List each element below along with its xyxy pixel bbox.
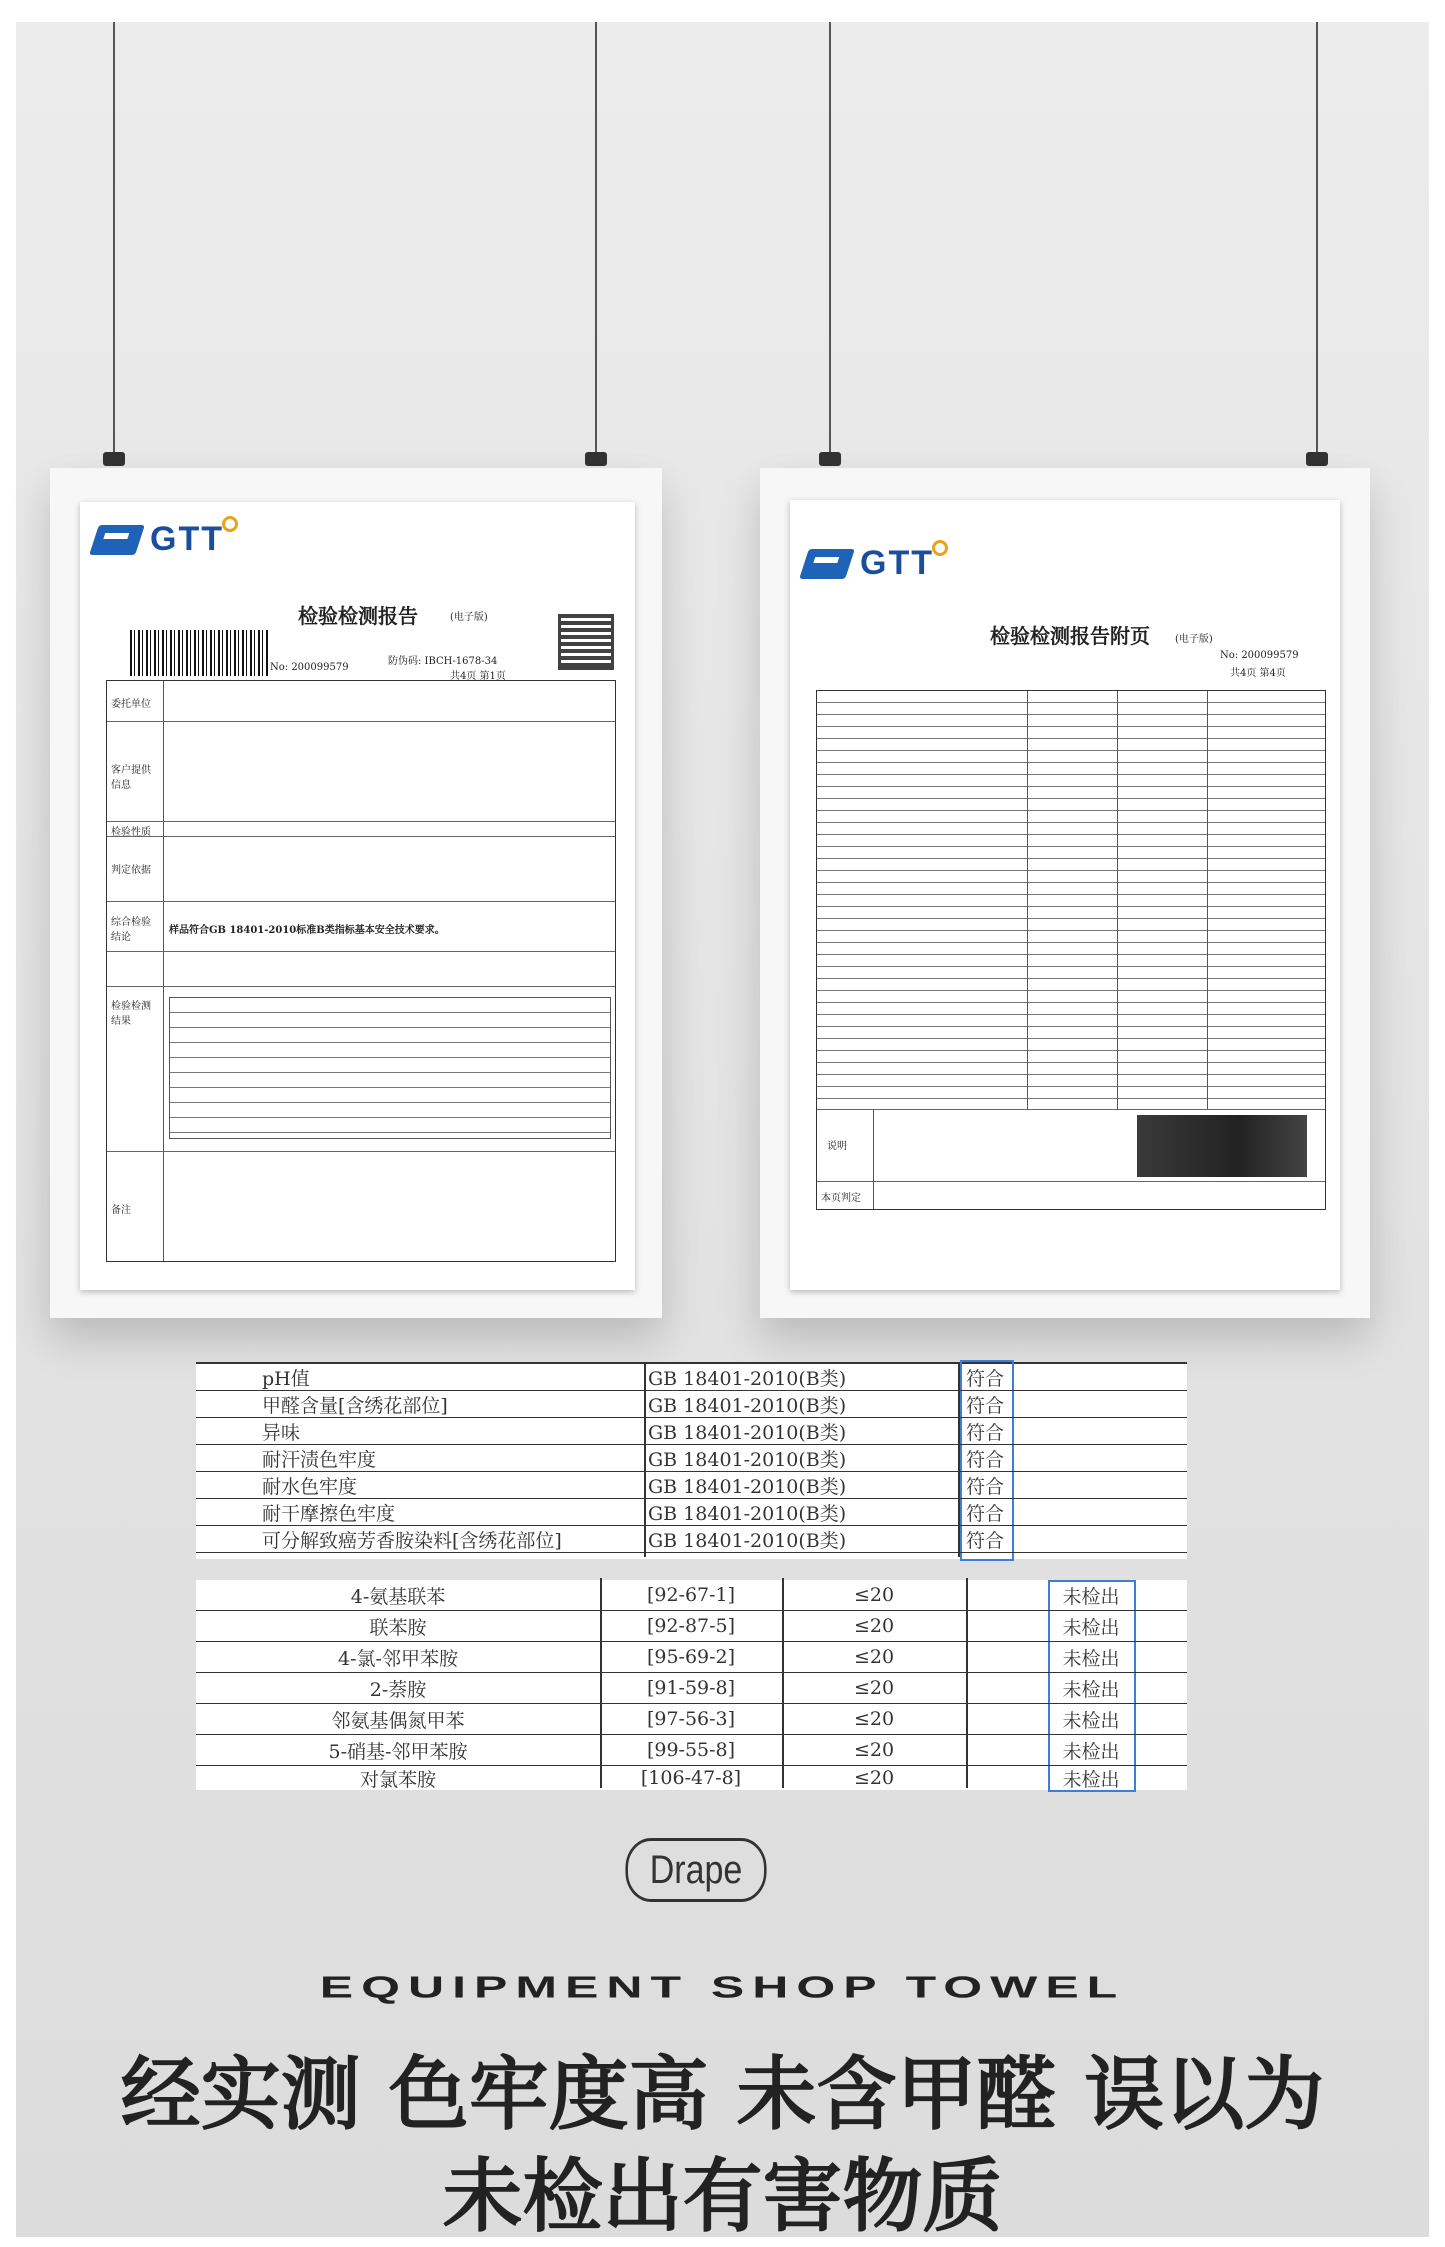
logo-text: GTT xyxy=(860,544,934,582)
gtt-logo-mark-icon xyxy=(799,549,855,579)
hanging-wire xyxy=(113,22,115,460)
table-cell: 联苯胺 xyxy=(369,1616,427,1639)
row-label: 委托单位 xyxy=(111,699,151,710)
table-cell: 异味 xyxy=(262,1421,301,1444)
table-cell: ≤20 xyxy=(853,1615,895,1637)
table-row xyxy=(196,1766,1187,1790)
table-cell: 耐汗渍色牢度 xyxy=(262,1448,377,1471)
report-grid xyxy=(106,680,616,1262)
table-row xyxy=(196,1499,1187,1526)
table-cell: ≤20 xyxy=(853,1584,895,1606)
row-label: 检验检测结果 xyxy=(111,1001,151,1027)
table-cell: GB 18401-2010(B类) xyxy=(648,1475,847,1498)
report-title: 检验检测报告 xyxy=(298,604,418,628)
table-cell: ≤20 xyxy=(853,1739,895,1761)
table-cell: 未检出 xyxy=(1062,1678,1120,1701)
hanging-wire xyxy=(829,22,831,460)
report-grid xyxy=(816,690,1326,1210)
table-cell: GB 18401-2010(B类) xyxy=(648,1529,847,1552)
page-count: 共4页 第4页 xyxy=(1230,668,1286,679)
table-row xyxy=(196,1472,1187,1499)
table-cell: [99-55-8] xyxy=(646,1739,736,1761)
table-cell: 未检出 xyxy=(1062,1768,1120,1791)
table-cell: 符合 xyxy=(966,1421,1005,1444)
report-subtitle: (电子版) xyxy=(1175,634,1213,645)
table-cell: 符合 xyxy=(966,1529,1005,1552)
clip xyxy=(819,452,841,466)
table-cell: 对氯苯胺 xyxy=(359,1768,436,1791)
gtt-logo-mark-icon xyxy=(89,525,145,555)
table-cell: ≤20 xyxy=(853,1708,895,1730)
table-row xyxy=(196,1526,1187,1553)
page-count: 共4页 第1页 xyxy=(450,671,506,682)
gtt-logo xyxy=(94,520,224,559)
table-cell: GB 18401-2010(B类) xyxy=(648,1421,847,1444)
qr-code xyxy=(558,614,614,670)
anti-fake-code: 防伪码: IBCH-1678-34 xyxy=(388,656,498,667)
table-cell: 2-萘胺 xyxy=(369,1678,427,1701)
table-cell: 未检出 xyxy=(1062,1647,1120,1670)
headline-line-1: 经实测 色牢度高 未含甲醛 误以为 xyxy=(120,2048,1325,2141)
hanging-wire xyxy=(595,22,597,460)
row-label: 本页判定 xyxy=(821,1193,861,1204)
report-number: No: 200099579 xyxy=(1220,650,1299,661)
logo-dot-icon xyxy=(222,516,238,532)
table-cell: 未检出 xyxy=(1062,1709,1120,1732)
table-cell: [91-59-8] xyxy=(646,1677,736,1699)
table-cell: [92-67-1] xyxy=(646,1584,736,1606)
zoom-table-standards xyxy=(196,1362,1187,1559)
table-row xyxy=(196,1418,1187,1445)
table-cell: 4-氯-邻甲苯胺 xyxy=(338,1647,458,1670)
table-cell: 未检出 xyxy=(1062,1616,1120,1639)
row-label: 检验性质 xyxy=(111,827,151,838)
table-cell: 符合 xyxy=(966,1367,1005,1390)
table-cell: 甲醛含量[含绣花部位] xyxy=(262,1394,448,1417)
clip xyxy=(1306,452,1328,466)
headline-line-2: 未检出有害物质 xyxy=(442,2150,1003,2243)
table-cell: pH值 xyxy=(262,1367,310,1390)
table-cell: 4-氨基联苯 xyxy=(350,1585,446,1608)
brand-badge: Drape xyxy=(625,1838,766,1902)
table-cell: 耐干摩擦色牢度 xyxy=(262,1502,396,1525)
table-cell: GB 18401-2010(B类) xyxy=(648,1394,847,1417)
table-cell: 耐水色牢度 xyxy=(262,1475,358,1498)
table-cell: 5-硝基-邻甲苯胺 xyxy=(328,1740,468,1763)
table-cell: 未检出 xyxy=(1062,1585,1120,1608)
table-cell: 可分解致癌芳香胺染料[含绣花部位] xyxy=(262,1529,562,1552)
report-number: No: 200099579 xyxy=(270,662,349,673)
row-label: 备注 xyxy=(111,1205,131,1216)
table-cell: GB 18401-2010(B类) xyxy=(648,1448,847,1471)
table-cell: ≤20 xyxy=(853,1767,895,1789)
hanging-wire xyxy=(1316,22,1318,460)
logo-text: GTT xyxy=(150,520,224,558)
table-row xyxy=(196,1642,1187,1673)
table-row xyxy=(196,1704,1187,1735)
table-cell: [92-87-5] xyxy=(646,1615,736,1637)
table-cell: ≤20 xyxy=(853,1646,895,1668)
report-left xyxy=(80,502,635,1290)
table-row xyxy=(196,1735,1187,1766)
report-right xyxy=(790,500,1340,1290)
table-cell: 未检出 xyxy=(1062,1740,1120,1763)
table-cell: GB 18401-2010(B类) xyxy=(648,1502,847,1525)
row-label: 判定依据 xyxy=(111,865,151,876)
table-row xyxy=(196,1391,1187,1418)
table-cell: GB 18401-2010(B类) xyxy=(648,1367,847,1390)
table-row xyxy=(196,1611,1187,1642)
table-cell: [106-47-8] xyxy=(640,1767,742,1789)
table-row xyxy=(196,1673,1187,1704)
report-subtitle: (电子版) xyxy=(450,612,488,623)
towel-sample-photo xyxy=(1137,1115,1307,1177)
table-cell: 符合 xyxy=(966,1502,1005,1525)
row-label: 说明 xyxy=(827,1141,847,1152)
barcode xyxy=(130,630,270,676)
table-cell: [95-69-2] xyxy=(646,1646,736,1668)
table-row xyxy=(196,1580,1187,1611)
table-cell: 符合 xyxy=(966,1448,1005,1471)
result-mini-table xyxy=(169,997,611,1139)
logo-dot-icon xyxy=(932,540,948,556)
gtt-logo xyxy=(804,544,934,583)
table-row xyxy=(196,1364,1187,1391)
table-cell: 邻氨基偶氮甲苯 xyxy=(331,1709,465,1732)
table-cell: [97-56-3] xyxy=(646,1708,736,1730)
clip xyxy=(103,452,125,466)
verdict-text: 样品符合GB 18401-2010标准B类指标基本安全技术要求。 xyxy=(169,925,445,936)
table-row xyxy=(196,1445,1187,1472)
table-cell: 符合 xyxy=(966,1394,1005,1417)
report-title: 检验检测报告附页 xyxy=(990,624,1150,648)
clip xyxy=(585,452,607,466)
table-cell: 符合 xyxy=(966,1475,1005,1498)
zoom-table-amines xyxy=(196,1580,1187,1790)
row-label: 综合检验结论 xyxy=(111,917,151,943)
row-label: 客户提供信息 xyxy=(111,765,151,791)
brand-tagline: EQUIPMENT SHOP TOWEL xyxy=(319,1969,1126,2005)
table-cell: ≤20 xyxy=(853,1677,895,1699)
